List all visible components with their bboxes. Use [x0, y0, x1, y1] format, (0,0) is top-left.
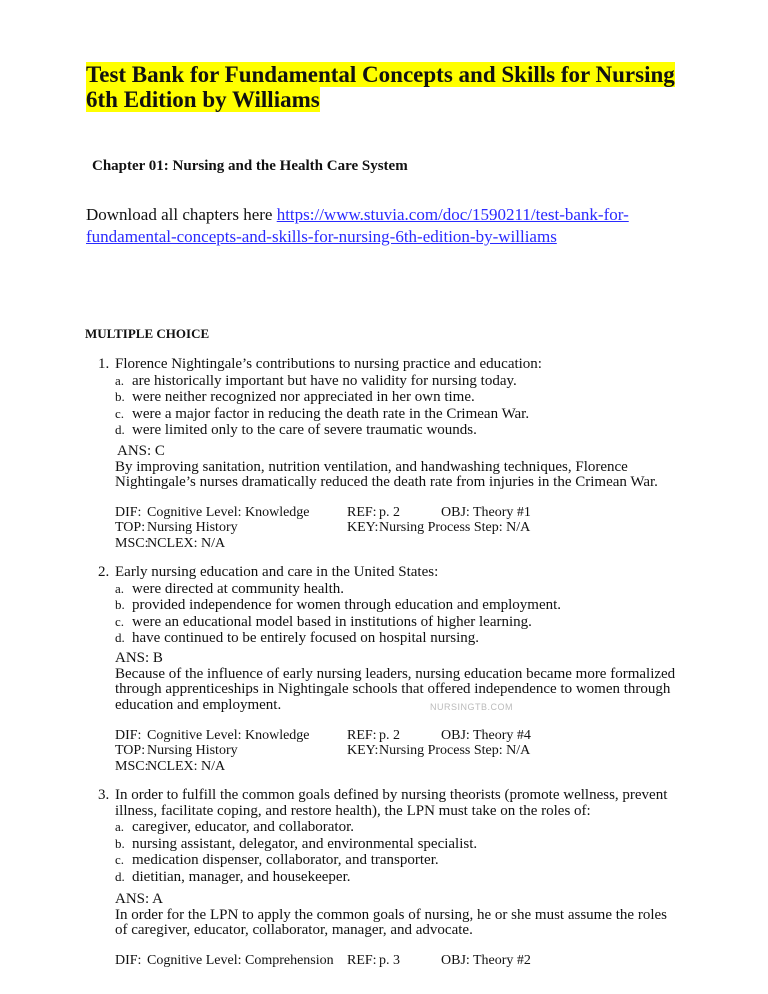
text-field: REF:: [347, 505, 377, 520]
text-field: DIF:: [115, 953, 142, 968]
text-field: KEY:: [347, 743, 379, 759]
option-b: [115, 597, 561, 614]
text-field: c.: [115, 852, 125, 867]
question-3: [98, 788, 667, 885]
question-2: [98, 565, 561, 647]
answer-key: ANS: B: [115, 650, 163, 666]
rationale-line: of caregiver, educator, collaborator, manager, and advocate.: [115, 922, 473, 938]
text-field: b.: [115, 835, 125, 851]
option-c: [115, 406, 542, 423]
question-stem: Early nursing education and care in the United States:: [115, 564, 439, 580]
text-field: are historically important but have no validity for nursing today.: [132, 372, 517, 389]
text-field: b.: [115, 597, 125, 612]
text-field: Theory #2: [473, 953, 531, 968]
option-d: [115, 869, 667, 886]
rationale-line: Nightingale’s nurses dramatically reduced the death rate from injuries in the Crimean War.: [115, 474, 658, 490]
download-prefix: Download all chapters here: [86, 205, 277, 224]
text-field: a.: [115, 819, 125, 834]
text-field: OBJ:: [441, 728, 470, 743]
option-a: [115, 581, 561, 598]
rationale-line: education and employment.: [115, 696, 282, 713]
answer-key: ANS: A: [115, 891, 163, 907]
text-field: a.: [115, 372, 125, 388]
text-field: NCLEX: N/A: [147, 535, 226, 551]
text-field: KEY:: [347, 520, 379, 536]
title-line-2: 6th Edition by Williams: [86, 87, 320, 112]
text-field: MSC:: [115, 758, 149, 774]
text-field: p. 2: [379, 728, 400, 743]
text-field: have continued to be entirely focused on hospital nursing.: [132, 630, 479, 646]
text-field: TOP:: [115, 520, 146, 536]
option-b: [115, 836, 667, 853]
section-heading: MULTIPLE CHOICE: [85, 326, 210, 341]
text-field: REF:: [347, 953, 377, 968]
option-c: [115, 852, 667, 869]
document-title: [86, 62, 675, 112]
option-a: [115, 373, 542, 390]
text-field: were a major factor in reducing the death rate in the Crimean War.: [132, 405, 530, 422]
text-field: d.: [115, 422, 125, 437]
text-field: TOP:: [115, 743, 146, 759]
question-number: 1.: [98, 356, 110, 372]
question-1: [98, 357, 542, 439]
text-field: OBJ:: [441, 953, 470, 968]
text-field: p. 2: [379, 505, 400, 520]
text-field: provided independence for women through education and employment.: [132, 597, 562, 613]
text-field: Cognitive Level: Comprehension: [147, 953, 334, 968]
text-field: DIF:: [115, 728, 142, 743]
title-line-1: Test Bank for Fundamental Concepts and Skills for Nursing: [86, 62, 675, 87]
rationale-line: through apprenticeships in Nightingale schools that offered independence to women through: [115, 681, 671, 697]
rationale-line: In order for the LPN to apply the common goals of nursing, he or she must assume the roles: [115, 906, 667, 923]
text-field: a.: [115, 580, 125, 596]
text-field: were limited only to the care of severe traumatic wounds.: [132, 422, 477, 438]
text-field: Theory #4: [473, 728, 531, 743]
answer-key: ANS: C: [117, 443, 165, 459]
text-field: Nursing Process Step: N/A: [379, 743, 531, 759]
rationale-line: By improving sanitation, nutrition ventilation, and handwashing techniques, Florence: [115, 458, 628, 475]
text-field: Nursing History: [147, 520, 238, 536]
text-field: Nursing Process Step: N/A: [379, 520, 531, 536]
question-number: 2.: [98, 564, 110, 580]
question-stem: In order to fulfill the common goals defined by nursing theorists (promote wellness, prevent: [115, 787, 668, 803]
text-field: c.: [115, 613, 125, 629]
text-field: REF:: [347, 728, 377, 743]
text-field: d.: [115, 868, 125, 884]
answer-block-1: [115, 444, 658, 491]
option-c: [115, 614, 561, 631]
text-field: NCLEX: N/A: [147, 758, 226, 774]
text-field: Theory #1: [473, 505, 531, 520]
text-field: d.: [115, 630, 125, 645]
option-d: [115, 630, 561, 647]
text-field: DIF:: [115, 505, 142, 520]
option-b: [115, 389, 542, 406]
text-field: Nursing History: [147, 743, 238, 759]
rationale-line: Because of the influence of early nursing leaders, nursing education became more formalized: [115, 665, 676, 682]
download-note: [86, 204, 629, 248]
text-field: were an educational model based in institutions of higher learning.: [132, 613, 532, 630]
text-field: were directed at community health.: [132, 580, 344, 597]
text-field: were neither recognized nor appreciated in her own time.: [132, 389, 475, 405]
text-field: p. 3: [379, 953, 400, 968]
option-a: [115, 819, 667, 836]
option-d: [115, 422, 542, 439]
question-stem: Florence Nightingale’s contributions to nursing practice and education:: [115, 356, 542, 372]
chapter-heading: Chapter 01: Nursing and the Health Care System: [92, 158, 408, 174]
watermark: NURSINGTB.COM: [430, 702, 513, 712]
download-link-part-2[interactable]: fundamental-concepts-and-skills-for-nursing-6th-edition-by-williams: [86, 227, 557, 246]
text-field: c.: [115, 405, 125, 421]
question-number: 3.: [98, 787, 110, 803]
download-link-part-1[interactable]: https://www.stuvia.com/doc/1590211/test-bank-for-: [276, 205, 629, 224]
text-field: caregiver, educator, and collaborator.: [132, 819, 355, 835]
text-field: MSC:: [115, 535, 149, 551]
text-field: Cognitive Level: Knowledge: [147, 505, 310, 520]
question-stem: illness, facilitate coping, and restore health), the LPN must take on the roles of:: [115, 802, 591, 819]
text-field: Cognitive Level: Knowledge: [147, 728, 310, 743]
answer-block-3: [115, 892, 667, 939]
text-field: OBJ:: [441, 505, 470, 520]
text-field: b.: [115, 389, 125, 404]
text-field: dietitian, manager, and housekeeper.: [132, 868, 351, 885]
text-field: nursing assistant, delegator, and environmental specialist.: [132, 835, 478, 852]
answer-block-2: [115, 651, 675, 713]
text-field: medication dispenser, collaborator, and transporter.: [132, 852, 439, 868]
